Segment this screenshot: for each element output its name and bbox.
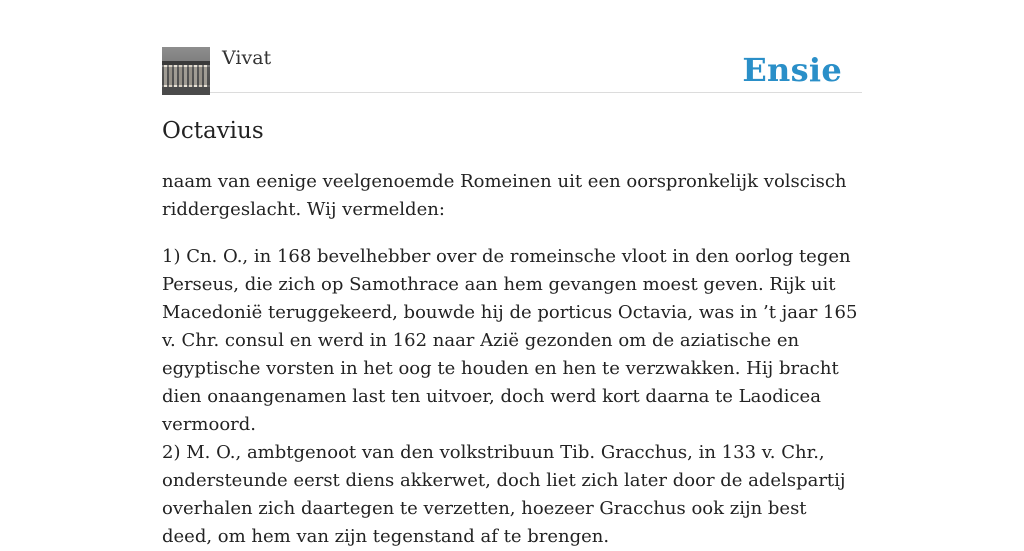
article-title: Octavius	[162, 118, 264, 144]
author-name[interactable]: Vivat	[222, 47, 272, 69]
paragraph-intro: naam van eenige veelgenoemde Romeinen uit een oorspronkelijk volscisch riddergeslacht. Wij vermelden:	[162, 171, 847, 220]
avatar[interactable]	[162, 47, 210, 95]
site-logo[interactable]: Ensie	[742, 51, 842, 89]
columns-avatar-icon	[162, 47, 210, 95]
article-body	[162, 168, 862, 551]
page	[162, 0, 862, 547]
paragraph-entry-2: 2) M. O., ambtgenoot van den volkstribuun Tib. Gracchus, in 133 v. Chr., ondersteunde eerst diens akkerwet, doch liet zich later door de adelspartij overhalen zich daartegen te verzetten, hoezeer Gracchus ook zijn best deed, om hem van zijn tegenstand af te brengen.	[162, 442, 846, 547]
header	[162, 0, 862, 93]
paragraph-entry-1: 1) Cn. O., in 168 bevelhebber over de romeinsche vloot in den oorlog tegen Perseus, die zich op Samothrace aan hem gevangen moest geven. Rijk uit Macedonië teruggekeerd, bouwde hij de porticus Octavia, was in ’t jaar 165 v. Chr. consul en werd in 162 naar Azië gezonden om de aziatische en egyptische vorsten in het oog te houden en hen te verzwakken. Hij bracht dien onaangenamen last ten uitvoer, doch werd kort daarna te Laodicea vermoord.	[162, 246, 858, 435]
